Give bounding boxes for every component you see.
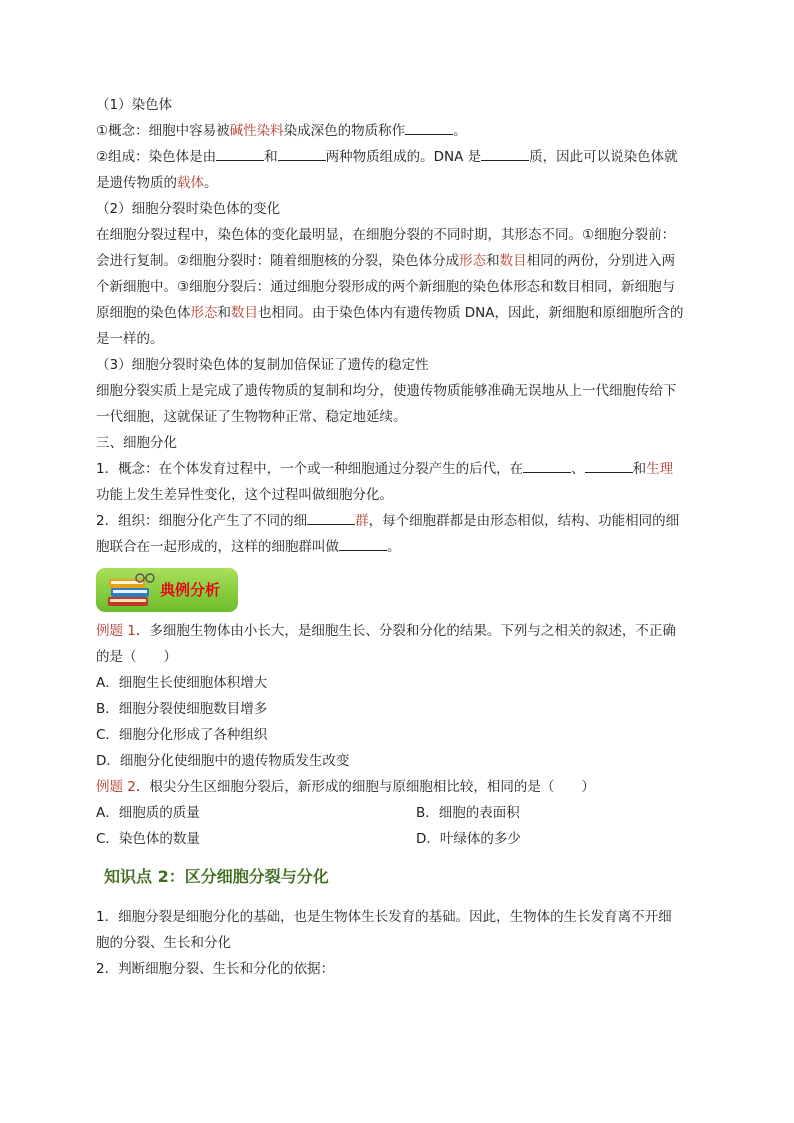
- paragraph-line: 2．判断细胞分裂、生长和分化的依据：: [96, 961, 335, 977]
- chromosome-heading: （1）染色体: [96, 97, 173, 113]
- option-row: [96, 800, 702, 826]
- highlight-group: 群: [355, 513, 369, 529]
- concept-line: ①概念：细胞中容易被碱性染料染成深色的物质称作 。: [96, 118, 702, 144]
- blank-field: [278, 146, 326, 161]
- tissue-line-2: 胞联合在一起形成的，这样的细胞群叫做 。: [96, 534, 702, 560]
- example-1-question: 例题 1．多细胞生物体由小长大，是细胞生长、分裂和分化的结果。下列与之相关的叙述，不正确: [96, 623, 676, 639]
- knowledge-point-2-heading: 知识点 2：区分细胞分裂与分化: [104, 867, 329, 886]
- example-2-label: 例题 2: [96, 779, 136, 795]
- document-page: [96, 92, 702, 982]
- blank-field: [523, 458, 571, 473]
- paragraph-line: 会进行复制。②细胞分裂时：随着细胞核的分裂，染色体分成形态和数目相同的两份，分别进入两: [96, 253, 676, 269]
- option-c: C．细胞分化形成了各种组织: [96, 727, 268, 743]
- option-b: B．细胞的表面积: [416, 805, 520, 821]
- blank-field: [339, 536, 387, 551]
- option-row: [96, 826, 702, 852]
- blank-field: [307, 510, 355, 525]
- composition-line: ②组成：染色体是由 和 两种物质组成的。DNA 是 质，因此可以说染色体就: [96, 144, 702, 170]
- example-1-label: 例题 1: [96, 623, 136, 639]
- paragraph-line: 个新细胞中。③细胞分裂后：通过细胞分裂形成的两个新细胞的染色体形态和数目相同，新细胞与: [96, 279, 676, 295]
- paragraph-line: 胞的分裂、生长和分化: [96, 935, 231, 951]
- tissue-line: 2．组织：细胞分化产生了不同的细 群，每个细胞群都是由形态相似，结构、功能相同的细: [96, 508, 702, 534]
- concept-line: 1．概念：在个体发育过程中，一个或一种细胞通过分裂产生的后代，在 、 和生理: [96, 456, 702, 482]
- example-2-question: 例题 2．根尖分生区细胞分裂后，新形成的细胞与原细胞相比较，相同的是（ ）: [96, 779, 595, 795]
- paragraph-line: 是一样的。: [96, 331, 164, 347]
- differentiation-heading: 三、细胞分化: [96, 435, 177, 451]
- blank-field: [405, 120, 453, 135]
- option-b: B．细胞分裂使细胞数目增多: [96, 701, 268, 717]
- option-a: A．细胞生长使细胞体积增大: [96, 675, 268, 691]
- blank-field: [585, 458, 633, 473]
- highlight-physiology: 生理: [646, 461, 674, 477]
- banner-title: 典例分析: [160, 581, 221, 599]
- paragraph-line: 1．细胞分裂是细胞分化的基础，也是生物体生长发育的基础。因此，生物体的生长发育离不开细: [96, 909, 672, 925]
- example-analysis-banner: [96, 568, 238, 612]
- paragraph-line: 细胞分裂实质上是完成了遗传物质的复制和均分，使遗传物质能够准确无误地从上一代细胞传给下: [96, 383, 677, 399]
- option-d: D．细胞分化使细胞中的遗传物质发生改变: [96, 753, 350, 769]
- highlight-alkaline-dye: 碱性染料: [229, 123, 284, 139]
- highlight-carrier: 载体: [177, 175, 204, 191]
- division-heading: （2）细胞分裂时染色体的变化: [96, 201, 281, 217]
- blank-field: [216, 146, 264, 161]
- paragraph-line: 原细胞的染色体形态和数目也相同。由于染色体内有遗传物质 DNA，因此，新细胞和原细胞所含的: [96, 305, 684, 321]
- paragraph-line: 在细胞分裂过程中，染色体的变化最明显，在细胞分裂的不同时期，其形态不同。①细胞分裂前：: [96, 227, 676, 243]
- composition-line-2: 是遗传物质的载体。: [96, 175, 218, 191]
- stability-heading: （3）细胞分裂时染色体的复制加倍保证了遗传的稳定性: [96, 357, 429, 373]
- option-a: A．细胞质的质量: [96, 805, 200, 821]
- paragraph-line: 功能上发生差异性变化，这个过程叫做细胞分化。: [96, 487, 393, 503]
- blank-field: [481, 146, 529, 161]
- example-1-question-2: 的是（ ）: [96, 649, 177, 665]
- paragraph-line: 一代细胞，这就保证了生物物种正常、稳定地延续。: [96, 409, 407, 425]
- option-c: C．染色体的数量: [96, 831, 200, 847]
- books-icon: [106, 573, 156, 609]
- option-d: D．叶绿体的多少: [416, 831, 521, 847]
